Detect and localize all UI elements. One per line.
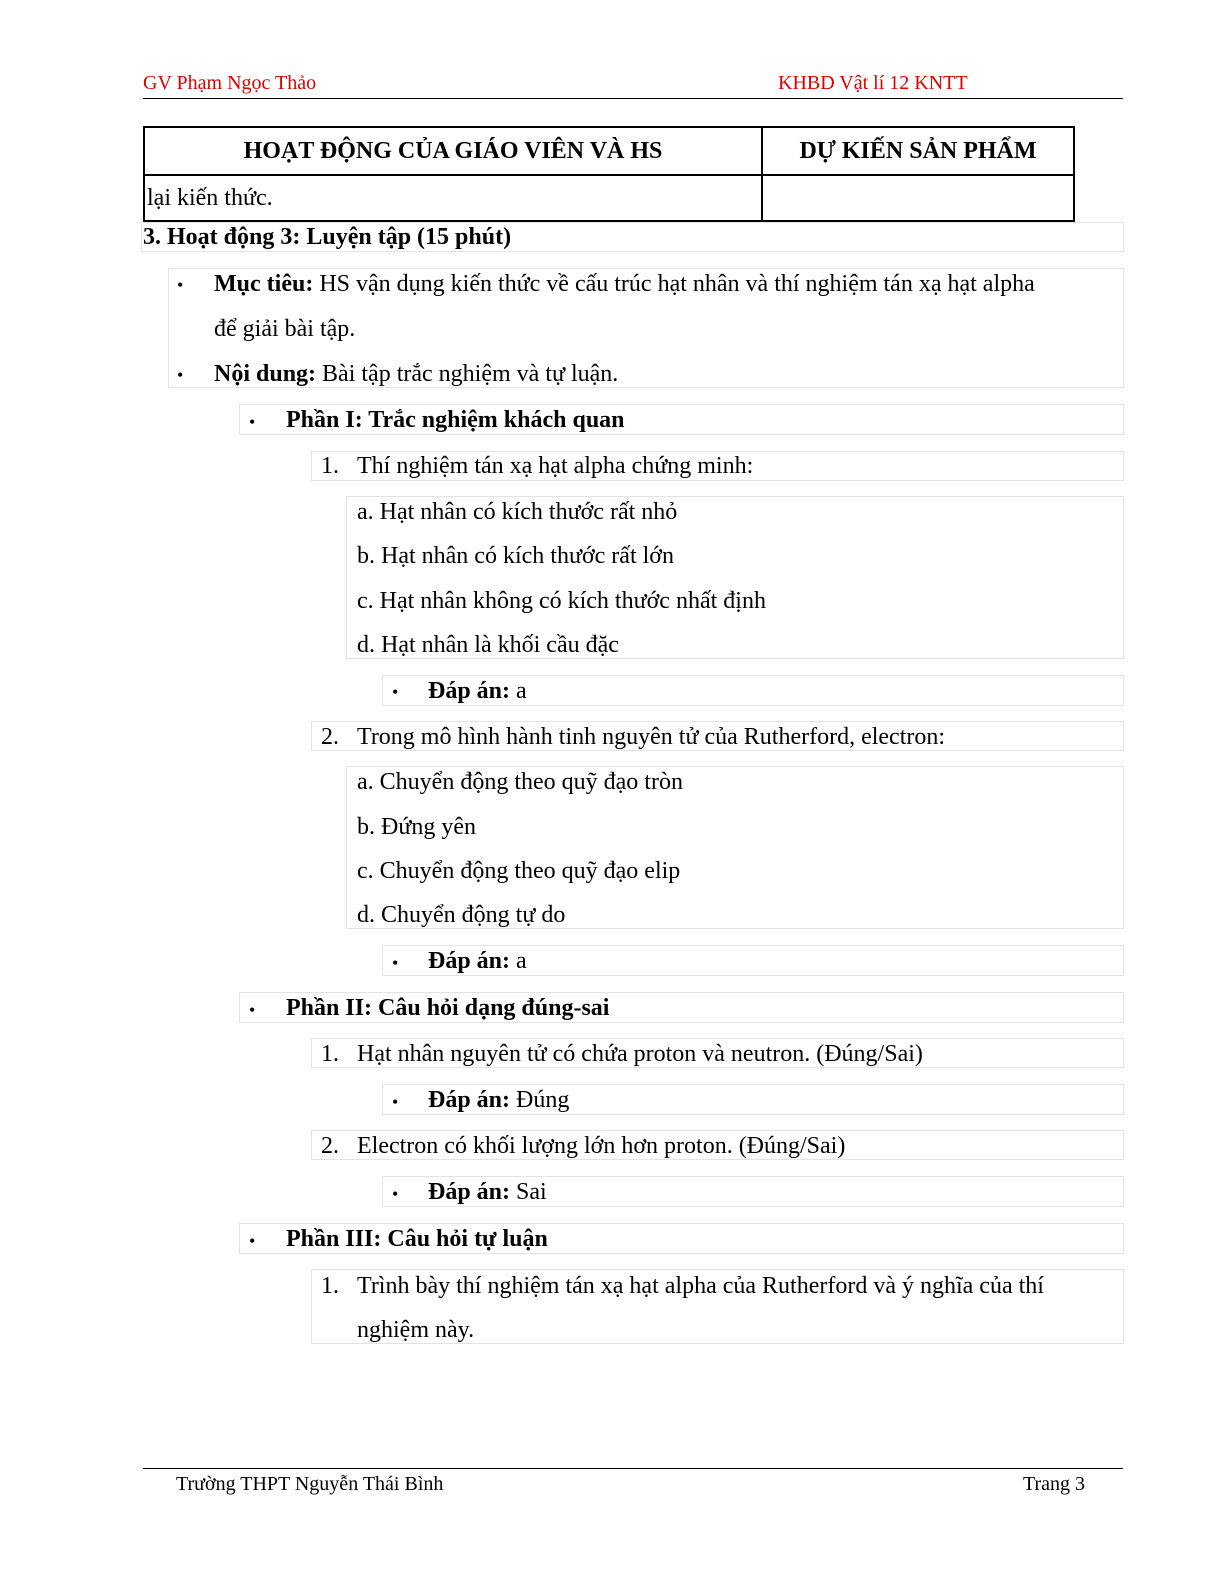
bullet-icon: • [392, 1092, 399, 1112]
objective-label: Mục tiêu: [214, 271, 314, 297]
question-text-line-2: nghiệm này. [357, 1317, 475, 1343]
table-cell [762, 175, 1074, 221]
header-divider [143, 98, 1123, 99]
question-number: 1. [321, 1041, 339, 1067]
question-number: 1. [321, 453, 339, 479]
table-header-teacher-activity: HOẠT ĐỘNG CỦA GIÁO VIÊN VÀ HS [144, 127, 762, 175]
bullet-icon: • [392, 682, 399, 702]
answer-label: Đáp án: [428, 1179, 511, 1205]
footer-divider [143, 1468, 1123, 1469]
question-number: 1. [321, 1273, 339, 1299]
table-header-row [144, 127, 1074, 175]
question-text: Trong mô hình hành tinh nguyên tử của Rutherford, electron: [357, 724, 946, 750]
content-text: Bài tập trắc nghiệm và tự luận. [316, 361, 619, 387]
content-label: Nội dung: [214, 361, 317, 387]
section-title: 3. Hoạt động 3: Luyện tập (15 phút) [143, 224, 512, 250]
table-header-expected-product: DỰ KIẾN SẢN PHẨM [762, 127, 1074, 175]
option-c: c. Chuyển động theo quỹ đạo elip [357, 858, 681, 884]
option-c: c. Hạt nhân không có kích thước nhất định [357, 588, 766, 614]
bullet-icon: • [177, 275, 184, 295]
bullet-icon: • [392, 953, 399, 973]
question-text: Hạt nhân nguyên tử có chứa proton và neutron. (Đúng/Sai) [357, 1041, 923, 1067]
part1-title: Phần I: Trắc nghiệm khách quan [286, 407, 625, 433]
question-text: Electron có khối lượng lớn hơn proton. (Đúng/Sai) [357, 1133, 846, 1159]
activity-table [143, 126, 1075, 222]
option-a: a. Hạt nhân có kích thước rất nhỏ [357, 499, 678, 525]
part2-title: Phần II: Câu hỏi dạng đúng-sai [286, 995, 610, 1021]
table-cell: lại kiến thức. [144, 175, 762, 221]
answer-label: Đáp án: [428, 948, 511, 974]
question-text: Thí nghiệm tán xạ hạt alpha chứng minh: [357, 453, 754, 479]
answer-line [428, 677, 527, 705]
answer-value: Sai [510, 1179, 547, 1205]
objective-text: HS vận dụng kiến thức về cấu trúc hạt nhân và thí nghiệm tán xạ hạt alpha [313, 271, 1035, 297]
bullet-icon: • [392, 1184, 399, 1204]
objective-line [214, 270, 1035, 298]
option-a: a. Chuyển động theo quỹ đạo tròn [357, 769, 683, 795]
answer-line [428, 1178, 547, 1206]
option-d: d. Chuyển động tự do [357, 902, 566, 928]
answer-line [428, 947, 527, 975]
answer-label: Đáp án: [428, 678, 511, 704]
bullet-icon: • [249, 1231, 256, 1251]
answer-label: Đáp án: [428, 1087, 511, 1113]
answer-value: a [510, 678, 527, 704]
footer-school-name: Trường THPT Nguyễn Thái Bình [176, 1473, 444, 1495]
option-b: b. Đứng yên [357, 814, 476, 840]
bullet-icon: • [249, 412, 256, 432]
part3-title: Phần III: Câu hỏi tự luận [286, 1226, 548, 1252]
table-row [144, 175, 1074, 221]
objective-line-2: để giải bài tập. [214, 316, 356, 342]
footer-page-number: Trang 3 [1023, 1473, 1086, 1495]
answer-value: Đúng [510, 1087, 570, 1113]
bullet-icon: • [249, 1000, 256, 1020]
question-number: 2. [321, 1133, 339, 1159]
option-d: d. Hạt nhân là khối cầu đặc [357, 632, 619, 658]
question-number: 2. [321, 724, 339, 750]
answer-value: a [510, 948, 527, 974]
header-teacher-name: GV Phạm Ngọc Thảo [143, 72, 317, 94]
answer-line [428, 1086, 569, 1114]
content-line [214, 360, 618, 388]
header-document-title: KHBD Vật lí 12 KNTT [778, 72, 968, 94]
bullet-icon: • [177, 365, 184, 385]
question-text: Trình bày thí nghiệm tán xạ hạt alpha của Rutherford và ý nghĩa của thí [357, 1273, 1044, 1299]
option-b: b. Hạt nhân có kích thước rất lớn [357, 543, 674, 569]
